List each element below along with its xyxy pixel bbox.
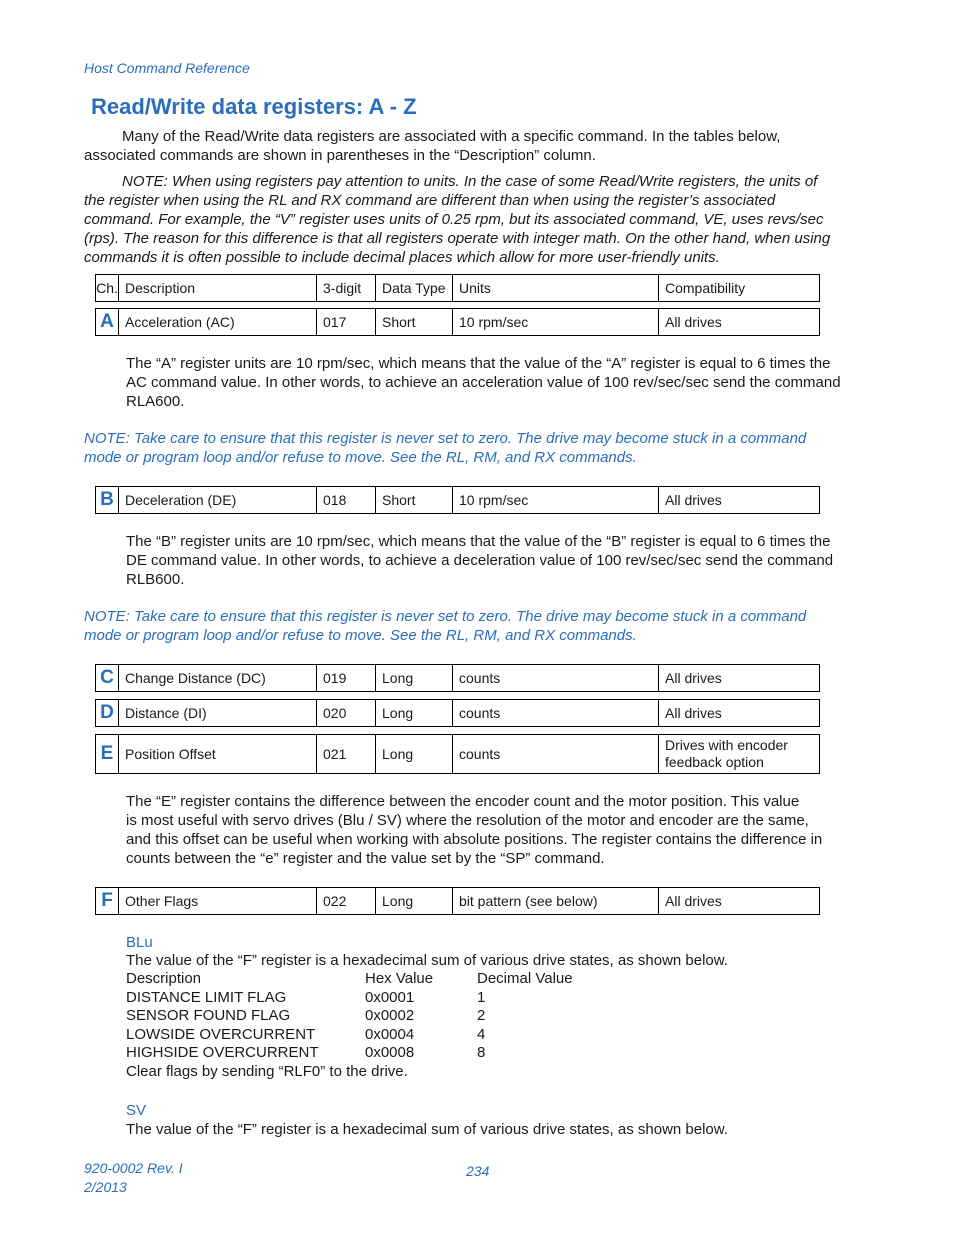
a-register-text: [126, 354, 841, 411]
flag-description: DISTANCE LIMIT FLAG: [126, 988, 287, 1006]
units-note-line: (rps). The reason for this difference is that all registers operate with integer math. On the other hand, when using: [84, 230, 831, 247]
register-compatibility: All drives: [659, 665, 820, 692]
intro-line-1: Many of the Read/Write data registers are associated with a specific command. In the tables below,: [122, 128, 781, 145]
footer-doc-number: 920-0002 Rev. I: [84, 1160, 183, 1176]
b-register-text: [126, 532, 833, 589]
zero-note-line: NOTE: Take care to ensure that this register is never set to zero. The drive may become stuck in a command: [84, 430, 807, 447]
register-description: Acceleration (AC): [119, 309, 317, 336]
a-text-line: RLA600.: [126, 393, 185, 410]
register-compatibility: All drives: [659, 888, 820, 915]
register-3digit: 021: [317, 735, 376, 774]
page-title: Read/Write data registers: A - Z: [91, 94, 417, 119]
register-row-e: [95, 734, 820, 774]
a-text-line: The “A” register units are 10 rpm/sec, which means that the value of the “A” register is equal to 6 times the: [126, 355, 831, 372]
register-data-type: Long: [376, 735, 453, 774]
footer-doc-info: [84, 1159, 183, 1197]
register-data-type: Long: [376, 700, 453, 727]
register-units: counts: [453, 735, 659, 774]
e-register-text: [126, 792, 822, 868]
flag-hex: 0x0008: [365, 1044, 415, 1061]
units-note-line: command. For example, the “V” register uses units of 0.25 rpm, but its associated command, VE, uses revs/sec: [84, 211, 824, 228]
flag-row: [126, 989, 626, 1008]
register-letter: F: [96, 888, 119, 915]
running-header: Host Command Reference: [84, 60, 250, 76]
register-units: 10 rpm/sec: [453, 309, 659, 336]
units-note-line: NOTE: When using registers pay attention to units. In the case of some Read/Write registers, the units of: [122, 173, 818, 190]
flag-decimal: 8: [477, 1044, 486, 1061]
a-text-line: AC command value. In other words, to achieve an acceleration value of 100 rev/sec/sec send the command: [126, 374, 841, 391]
blu-flag-table: [126, 970, 626, 1081]
register-3digit: 020: [317, 700, 376, 727]
register-row-a: [95, 308, 820, 336]
b-text-line: DE command value. In other words, to achieve a deceleration value of 100 rev/sec/sec send the command: [126, 552, 834, 569]
flag-row: [126, 1007, 626, 1026]
register-compatibility: All drives: [659, 700, 820, 727]
b-text-line: RLB600.: [126, 571, 185, 588]
register-table-header: [95, 274, 820, 302]
units-note-line: commands it is often possible to include decimal places which allow for more user-friendly units.: [84, 249, 720, 266]
compat-line: feedback option: [665, 754, 764, 770]
register-data-type: Long: [376, 665, 453, 692]
page-number: 234: [466, 1163, 490, 1179]
col-description: Description: [119, 275, 317, 302]
e-text-line: is most useful with servo drives (Blu / SV) where the resolution of the motor and encoder are the same,: [126, 812, 809, 829]
blu-intro: The value of the “F” register is a hexadecimal sum of various drive states, as shown below.: [126, 952, 728, 969]
e-text-line: counts between the “e” register and the value set by the “SP” command.: [126, 850, 605, 867]
register-data-type: Long: [376, 888, 453, 915]
flag-hex: 0x0002: [365, 1007, 415, 1024]
register-letter: C: [96, 665, 119, 692]
flag-table-header: [126, 970, 626, 989]
register-units: counts: [453, 665, 659, 692]
flag-description: LOWSIDE OVERCURRENT: [126, 1025, 316, 1043]
col-compatibility: Compatibility: [659, 275, 820, 302]
zero-note-line: mode or program loop and/or refuse to move. See the RL, RM, and RX commands.: [84, 449, 637, 466]
blu-heading: BLu: [126, 934, 153, 951]
b-text-line: The “B” register units are 10 rpm/sec, which means that the value of the “B” register is equal to 6 times the: [126, 533, 831, 550]
flag-decimal: 2: [477, 1007, 486, 1024]
flag-hex: 0x0004: [365, 1025, 415, 1043]
flag-row: [126, 1044, 626, 1063]
col-data-type: Data Type: [376, 275, 453, 302]
intro-line-2: associated commands are shown in parentheses in the “Description” column.: [84, 147, 596, 164]
flag-description: SENSOR FOUND FLAG: [126, 1007, 291, 1024]
flag-hex: 0x0001: [365, 988, 415, 1006]
flag-col-hex: Hex Value: [365, 970, 434, 987]
e-text-line: and this offset can be useful when working with absolute positions. The register contains the difference in: [126, 831, 823, 848]
register-description: Deceleration (DE): [119, 487, 317, 514]
col-ch: Ch.: [96, 275, 119, 302]
zero-note-line: NOTE: Take care to ensure that this register is never set to zero. The drive may become stuck in a command: [84, 608, 807, 625]
register-letter: D: [96, 700, 119, 727]
sv-heading: SV: [126, 1102, 147, 1119]
register-row-c: [95, 664, 820, 692]
register-data-type: Short: [376, 309, 453, 336]
register-3digit: 017: [317, 309, 376, 336]
zero-note-1: [84, 429, 806, 467]
register-row-b: [95, 486, 820, 514]
flag-decimal: 4: [477, 1025, 486, 1043]
col-units: Units: [453, 275, 659, 302]
register-letter: A: [96, 309, 119, 336]
sv-intro: The value of the “F” register is a hexadecimal sum of various drive states, as shown below.: [126, 1121, 728, 1138]
register-letter: B: [96, 487, 119, 514]
register-compatibility: All drives: [659, 487, 820, 514]
register-3digit: 018: [317, 487, 376, 514]
register-3digit: 022: [317, 888, 376, 915]
units-note: [84, 172, 884, 267]
register-letter: E: [96, 735, 119, 774]
register-description: Change Distance (DC): [119, 665, 317, 692]
register-3digit: 019: [317, 665, 376, 692]
register-description: Position Offset: [119, 735, 317, 774]
register-units: bit pattern (see below): [453, 888, 659, 915]
flag-description: HIGHSIDE OVERCURRENT: [126, 1044, 319, 1061]
compat-line: Drives with encoder: [665, 737, 788, 753]
zero-note-line: mode or program loop and/or refuse to move. See the RL, RM, and RX commands.: [84, 627, 637, 644]
register-units: counts: [453, 700, 659, 727]
register-description: Distance (DI): [119, 700, 317, 727]
flag-col-description: Description: [126, 970, 202, 987]
register-data-type: Short: [376, 487, 453, 514]
units-note-line: the register when using the RL and RX command are different than when using the register’s associated: [84, 192, 776, 209]
flag-row: [126, 1026, 626, 1045]
col-3digit: 3-digit: [317, 275, 376, 302]
register-compatibility: [659, 735, 820, 774]
register-units: 10 rpm/sec: [453, 487, 659, 514]
flag-decimal: 1: [477, 988, 486, 1006]
zero-note-2: [84, 607, 806, 645]
register-compatibility: All drives: [659, 309, 820, 336]
flag-col-decimal: Decimal Value: [477, 970, 573, 987]
register-row-d: [95, 699, 820, 727]
flag-clear-note: Clear flags by sending “RLF0” to the drive.: [126, 1062, 408, 1080]
register-row-f: [95, 887, 820, 915]
footer-date: 2/2013: [84, 1179, 127, 1195]
register-description: Other Flags: [119, 888, 317, 915]
e-text-line: The “E” register contains the difference between the encoder count and the motor position. This value: [126, 793, 800, 810]
